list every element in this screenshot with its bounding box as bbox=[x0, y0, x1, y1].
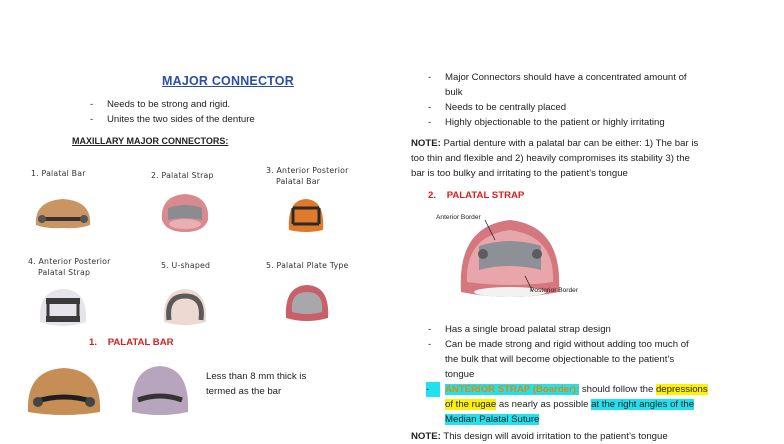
label-posterior-border: Posterior Border bbox=[530, 287, 579, 294]
palatal-bar-note bbox=[206, 369, 306, 399]
palatal-plate-image bbox=[282, 282, 332, 326]
maxillary-subheading: MAXILLARY MAJOR CONNECTORS: bbox=[72, 136, 229, 146]
note-text: bar is too bulky and irritating to the patient’s tongue bbox=[411, 168, 628, 179]
palatal-strap-image bbox=[158, 190, 212, 236]
label-anterior-border: Anterior Border bbox=[436, 214, 481, 221]
caption-ap-strap-2: Palatal Strap bbox=[38, 268, 91, 277]
list-item bbox=[428, 367, 778, 382]
section-heading-palatal-bar bbox=[89, 335, 174, 350]
palatal-bar-photo-2 bbox=[128, 362, 192, 420]
section-title: PALATAL STRAP bbox=[446, 190, 525, 201]
strap-text: should follow the bbox=[579, 384, 656, 395]
list-item: - Needs to be strong and rigid. bbox=[90, 99, 231, 110]
page-title: MAJOR CONNECTOR bbox=[162, 74, 294, 88]
list-item bbox=[428, 412, 778, 427]
list-item: - Unites the two sides of the denture bbox=[90, 114, 255, 125]
list-item bbox=[428, 85, 778, 100]
list-item bbox=[428, 397, 778, 412]
caption-palatal-strap: 2. Palatal Strap bbox=[151, 171, 214, 180]
highlight-yellow: of the rugae bbox=[445, 399, 497, 410]
list-item: - Has a single broad palatal strap design bbox=[428, 324, 611, 335]
highlight-cyan: Median Palatal Suture bbox=[445, 414, 540, 425]
list-item-text: bulk bbox=[445, 87, 463, 98]
list-item: - Needs to be centrally placed bbox=[428, 102, 567, 113]
bullet-list-right-top bbox=[428, 70, 778, 130]
list-item-anterior-strap: - ANTERIOR STRAP (Boarder): should follow the depressions bbox=[426, 384, 708, 395]
strap-text: as nearly as possible bbox=[496, 399, 592, 410]
list-item-text: Needs to be centrally placed bbox=[445, 102, 567, 113]
highlight-cyan: at the right angles of the bbox=[591, 399, 695, 410]
note-1 bbox=[411, 136, 698, 181]
caption-palatal-plate: 5. Palatal Plate Type bbox=[266, 261, 349, 270]
list-item-text: the bulk that will become objectionable to the patient’s bbox=[445, 354, 675, 365]
list-item-text: Highly objectionable to the patient or highly irritating bbox=[445, 117, 665, 128]
list-item-text: Major Connectors should have a concentrated amount of bbox=[445, 72, 687, 83]
strap-label: ANTERIOR STRAP (Boarder): bbox=[445, 384, 580, 395]
list-item-text: Can be made strong and rigid without adding too much of bbox=[445, 339, 689, 350]
bullet-list-left bbox=[90, 97, 290, 127]
caption-palatal-bar: 1. Palatal Bar bbox=[31, 169, 86, 178]
list-item: - Highly objectionable to the patient or highly irritating bbox=[428, 117, 665, 128]
list-item-text: Unites the two sides of the denture bbox=[107, 114, 255, 125]
caption-u-shaped: 5. U-shaped bbox=[161, 261, 211, 270]
palatal-bar-photo-1 bbox=[24, 364, 104, 420]
bullet-list-right-bottom bbox=[428, 322, 778, 427]
palatal-bar-image bbox=[30, 195, 96, 231]
list-item-text: tongue bbox=[445, 369, 475, 380]
caption-ap-strap-1: 4. Anterior Posterior bbox=[28, 257, 111, 266]
section-number: 1. bbox=[89, 337, 98, 348]
list-item-text: Has a single broad palatal strap design bbox=[445, 324, 611, 335]
caption-ap-bar-1: 3. Anterior Posterior bbox=[266, 166, 349, 175]
list-item: - Major Connectors should have a concentrated amount of bbox=[428, 72, 687, 83]
ap-bar-image bbox=[285, 196, 327, 236]
note-label: NOTE: bbox=[411, 138, 441, 149]
note-text: Partial denture with a palatal bar can be either: 1) The bar is bbox=[440, 138, 699, 149]
ap-strap-image bbox=[36, 286, 90, 332]
note-text: This design will avoid irritation to the patient’s tongue bbox=[440, 431, 668, 442]
section-title: PALATAL BAR bbox=[107, 337, 174, 348]
note-2 bbox=[411, 429, 668, 444]
u-shaped-image bbox=[160, 286, 210, 330]
section-heading-palatal-strap bbox=[428, 188, 524, 203]
list-item-text: Needs to be strong and rigid. bbox=[107, 99, 231, 110]
note-line: termed as the bar bbox=[206, 386, 282, 397]
note-text: too thin and flexible and 2) heavily compromises its stability 3) the bbox=[411, 153, 690, 164]
section-number: 2. bbox=[428, 190, 437, 201]
caption-ap-bar-2: Palatal Bar bbox=[276, 177, 321, 186]
note-label: NOTE: bbox=[411, 431, 441, 442]
highlight-yellow: depressions bbox=[655, 384, 708, 395]
list-item: - Can be made strong and rigid without adding too much of bbox=[428, 339, 689, 350]
list-item bbox=[428, 352, 778, 367]
note-line: Less than 8 mm thick is bbox=[206, 371, 307, 382]
